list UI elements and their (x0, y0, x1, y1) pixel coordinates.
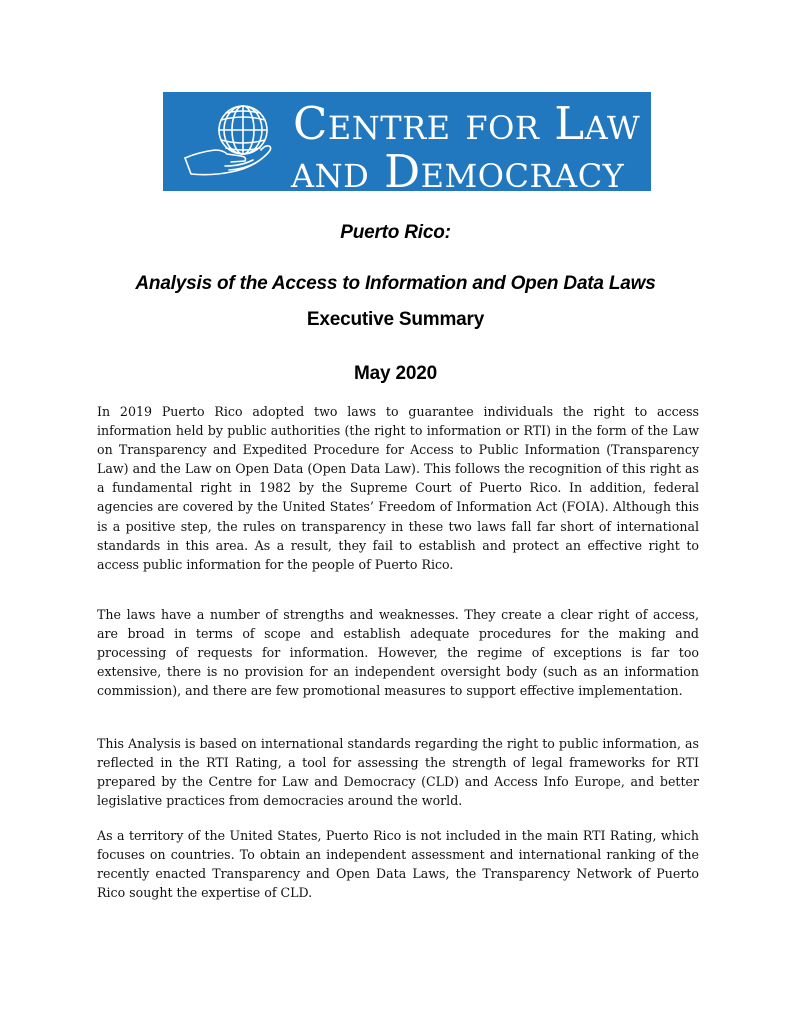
logo-wordmark (291, 97, 643, 198)
paragraph: As a territory of the United States, Puerto Rico is not included in the main RTI Rating, which focuses on countries. To obtain an independent assessment and international ranking of the recently enacted Transparency and Open Data Laws, the Transparency Network of Puerto Rico sought the expertise of CLD. (97, 828, 699, 901)
globe-in-hand-icon (181, 100, 287, 184)
logo-line-2: and Democracy (291, 145, 625, 198)
paragraph: In 2019 Puerto Rico adopted two laws to guarantee individuals the right to access information held by public authorities (the right to information or RTI) in the form of the Law on Transparency and Expedited Procedure for Access to Public Information (Transparency Law) and the Law on Open Data (Open Data Law). This follows the recognition of this right as a fundamental right in 1982 by the Supreme Court of Puerto Rico. In addition, federal agencies are covered by the United States’ Freedom of Information Act (FOIA). Although this is a positive step, the rules on transparency in these two laws fall far short of international standards in this area. As a result, they fail to establish and protect an effective right to access public information for the people of Puerto Rico. (97, 404, 699, 572)
document-date: May 2020 (354, 363, 437, 384)
section-heading: Executive Summary (306, 309, 485, 330)
paragraph: This Analysis is based on international standards regarding the right to public information, as reflected in the RTI Rating, a tool for assessing the strength of legal frameworks for RTI prepared by the Centre for Law and Democracy (CLD) and Access Info Europe, and better legislative practices from democracies around the world. (97, 736, 699, 809)
paragraph: The laws have a number of strengths and weaknesses. They create a clear right of access, are broad in terms of scope and establish adequate procedures for the making and processing of requests for information. However, the regime of exceptions is far too extensive, there is no provision for an independent oversight body (such as an information commission), and there are few promotional measures to support effective implementation. (97, 607, 699, 699)
document-title: Puerto Rico: (340, 222, 451, 243)
logo-line-1: Centre for Law (293, 97, 641, 150)
document-subtitle: Analysis of the Access to Information and Open Data Laws (135, 273, 656, 294)
cld-logo (163, 92, 651, 198)
